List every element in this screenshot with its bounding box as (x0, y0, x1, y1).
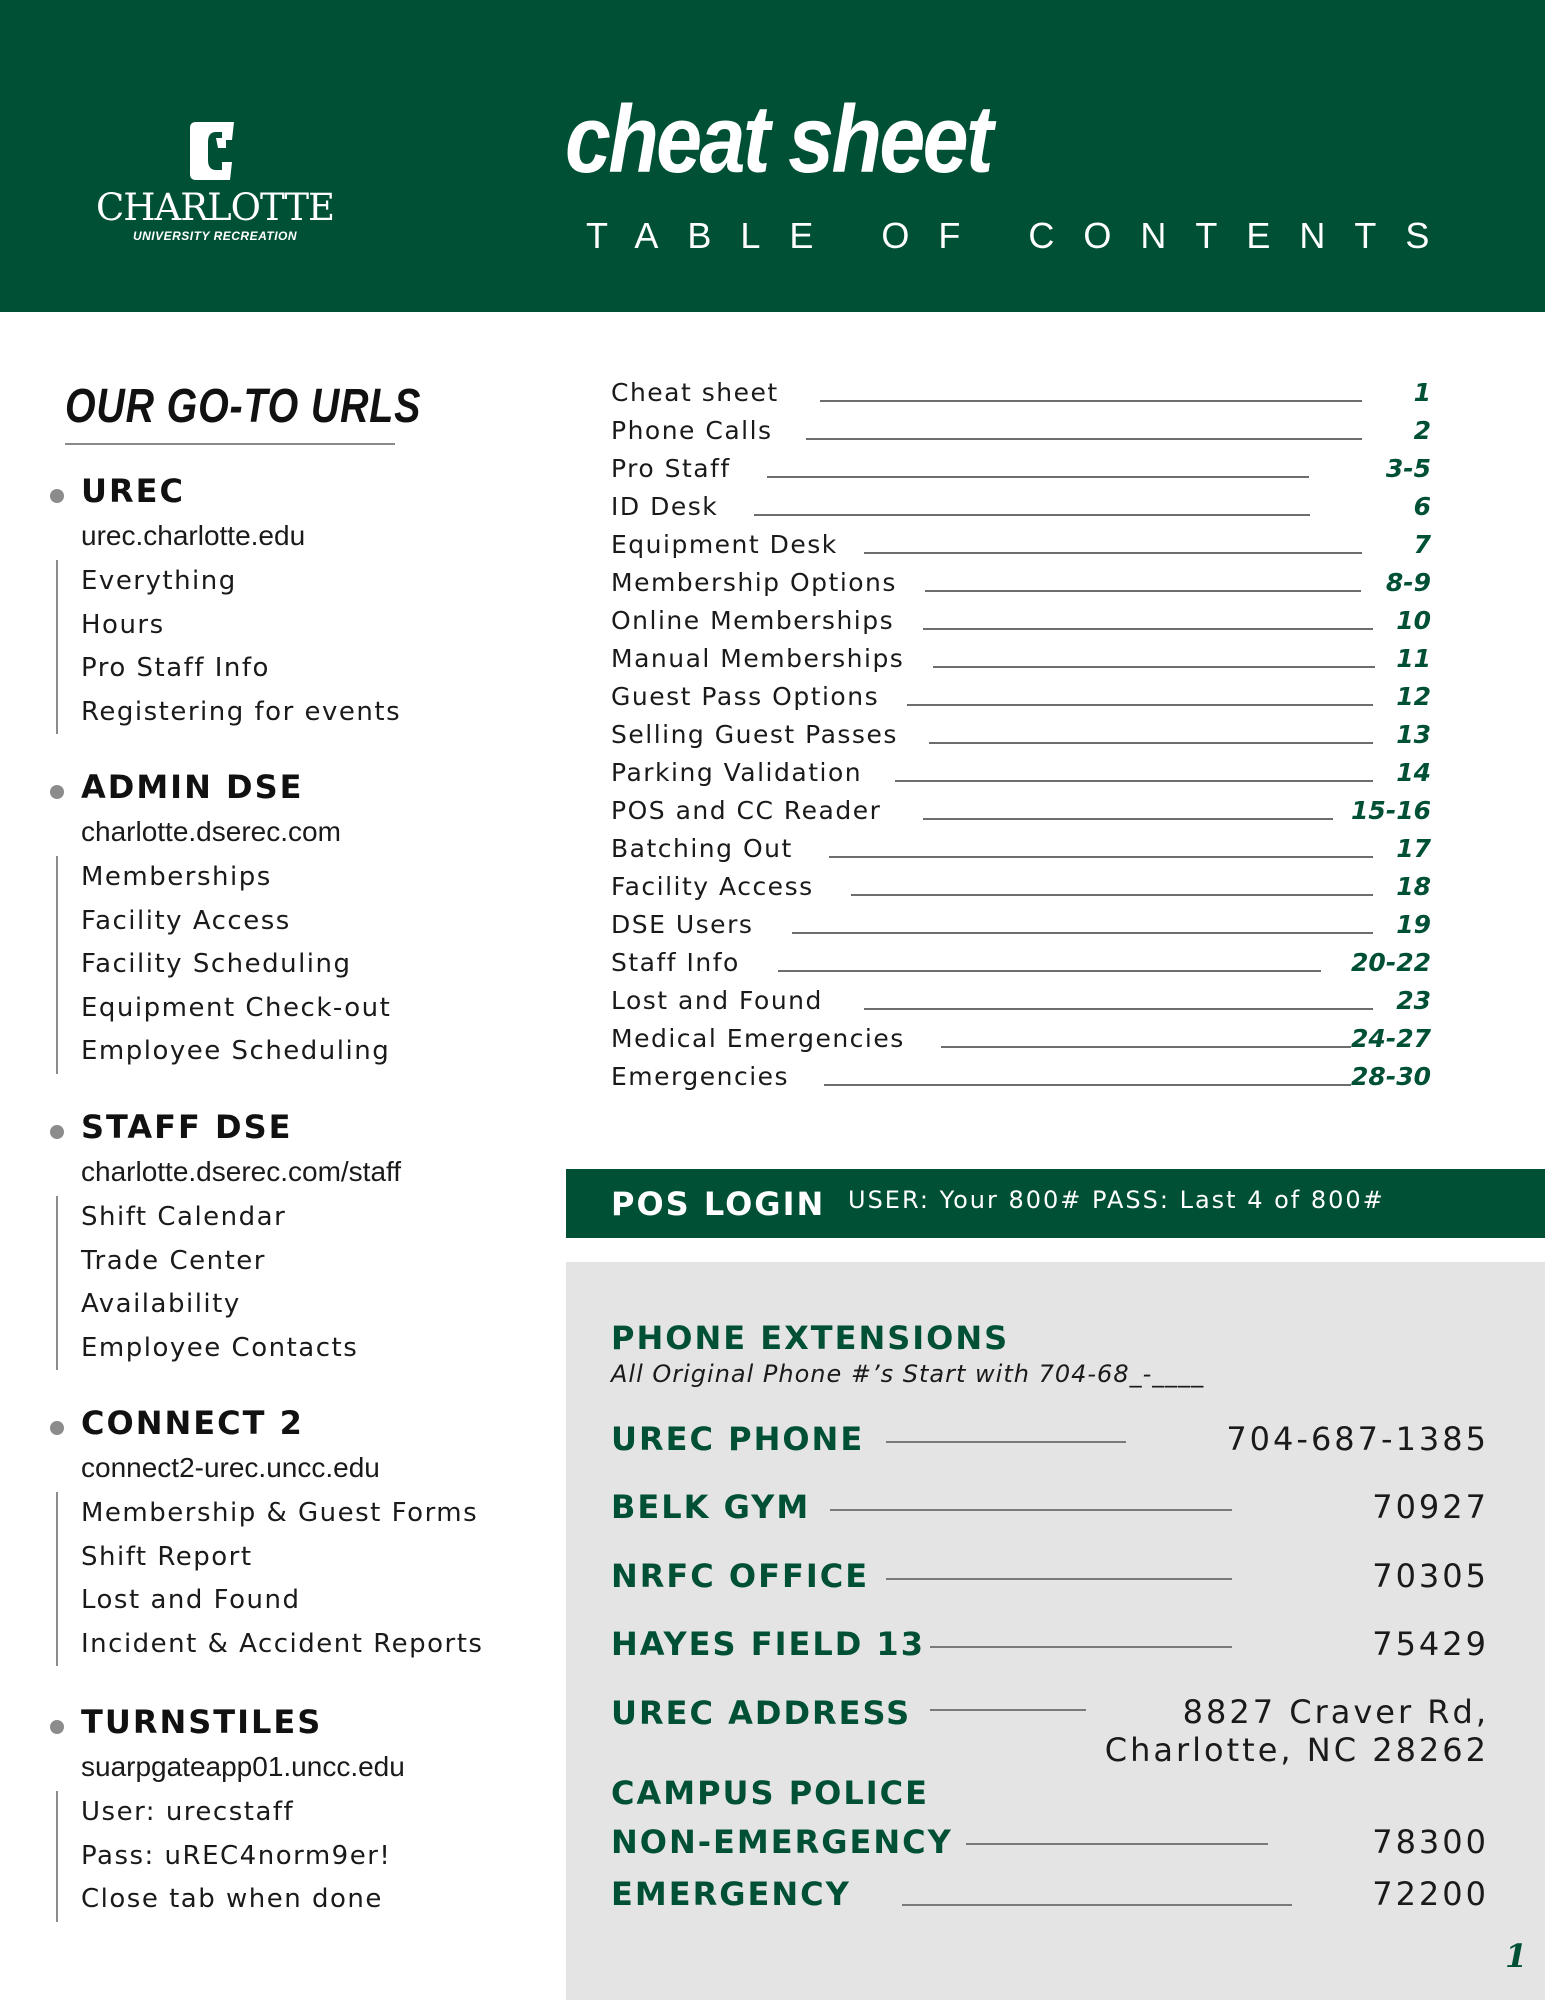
urec-phone-value: 704-687-1385 (1226, 1420, 1489, 1458)
toc-leader-line (851, 894, 1373, 896)
url-group-items (56, 856, 391, 1074)
toc-page-number: 2 (1413, 416, 1431, 445)
toc-label: Cheat sheet (611, 378, 779, 407)
toc-row[interactable] (611, 680, 1431, 718)
list-item: User: urecstaff (81, 1797, 295, 1827)
bullet-icon (50, 1125, 64, 1139)
toc-leader-line (792, 932, 1373, 934)
toc-row[interactable] (611, 756, 1431, 794)
logo-wordmark: CHARLOTTE (95, 186, 335, 229)
hayes-field-leader (930, 1646, 1232, 1648)
toc-label: Membership Options (611, 568, 897, 597)
toc-row[interactable] (611, 946, 1431, 984)
toc-page-number: 23 (1396, 986, 1431, 1015)
toc-label: Medical Emergencies (611, 1024, 905, 1053)
toc-leader-line (829, 856, 1373, 858)
url-group-items (56, 1196, 358, 1370)
toc-page-number: 3-5 (1385, 454, 1431, 483)
toc-page-number: 17 (1396, 834, 1431, 863)
belk-gym-value: 70927 (1372, 1488, 1489, 1526)
url-group-items (56, 560, 401, 734)
toc-label: Pro Staff (611, 454, 731, 483)
nrfc-office-leader (886, 1578, 1232, 1580)
page-subtitle: TABLE OF CONTENTS (586, 215, 1459, 256)
list-item: Registering for events (81, 696, 402, 727)
list-item: Membership & Guest Forms (81, 1498, 479, 1528)
toc-leader-line (767, 476, 1309, 478)
phone-extensions-heading: PHONE EXTENSIONS (611, 1319, 1010, 1357)
url-group-title: CONNECT 2 (81, 1404, 304, 1442)
urec-phone-leader (886, 1441, 1126, 1443)
toc-label: ID Desk (611, 492, 719, 521)
pos-login-credentials: USER: Your 800# PASS: Last 4 of 800# (848, 1186, 1385, 1214)
belk-gym-leader (830, 1509, 1232, 1511)
list-item: Close tab when done (81, 1884, 383, 1914)
pos-login-bar (566, 1169, 1545, 1238)
toc-leader-line (778, 970, 1321, 972)
bullet-icon (50, 785, 64, 799)
charlotte-logo (95, 118, 335, 248)
url-group-title: UREC (81, 472, 185, 510)
toc-label: Manual Memberships (611, 644, 905, 673)
url-group-link[interactable]: urec.charlotte.edu (81, 520, 306, 551)
page-title: cheat sheet (565, 86, 991, 193)
url-group-title: ADMIN DSE (81, 768, 304, 806)
toc-label: POS and CC Reader (611, 796, 882, 825)
toc-leader-line (806, 438, 1362, 440)
toc-leader-line (923, 628, 1373, 630)
list-item: Pass: uREC4norm9er! (81, 1840, 392, 1871)
toc-label: Staff Info (611, 948, 740, 977)
list-item: Hours (81, 609, 165, 640)
url-group-title: TURNSTILES (81, 1703, 323, 1741)
toc-leader-line (923, 818, 1333, 820)
toc-leader-line (941, 1046, 1351, 1048)
list-item: Facility Scheduling (81, 949, 352, 979)
toc-page-number: 12 (1396, 682, 1431, 711)
list-item: Employee Contacts (81, 1332, 359, 1363)
toc-row[interactable] (611, 984, 1431, 1022)
urec-address-leader (930, 1709, 1086, 1711)
toc-label: Guest Pass Options (611, 682, 880, 711)
toc-leader-line (929, 742, 1373, 744)
toc-leader-line (895, 780, 1373, 782)
toc-page-number: 6 (1413, 492, 1431, 521)
hayes-field-value: 75429 (1372, 1625, 1489, 1663)
toc-leader-line (933, 666, 1375, 668)
toc-row[interactable] (611, 832, 1431, 870)
toc-page-number: 19 (1396, 910, 1431, 939)
toc-leader-line (907, 704, 1373, 706)
toc-page-number: 10 (1396, 606, 1431, 635)
toc-row[interactable] (611, 490, 1431, 528)
toc-label: Equipment Desk (611, 530, 838, 559)
urec-address-label: UREC ADDRESS (611, 1694, 912, 1732)
emergency-label: EMERGENCY (611, 1875, 851, 1913)
urls-heading-rule (65, 443, 395, 445)
list-item: Everything (81, 566, 237, 596)
url-group-title: STAFF DSE (81, 1108, 293, 1146)
urec-phone-label: UREC PHONE (611, 1420, 865, 1458)
toc-row[interactable] (611, 794, 1431, 832)
toc-page-number: 20-22 (1351, 948, 1431, 977)
toc-leader-line (864, 1008, 1373, 1010)
toc-page-number: 8-9 (1385, 568, 1431, 597)
toc-label: Parking Validation (611, 758, 863, 787)
toc-leader-line (864, 552, 1362, 554)
hayes-field-label: HAYES FIELD 13 (611, 1625, 925, 1663)
toc-row[interactable] (611, 604, 1431, 642)
toc-row[interactable] (611, 718, 1431, 756)
toc-row[interactable] (611, 452, 1431, 490)
list-item: Shift Report (81, 1541, 253, 1572)
toc-row[interactable] (611, 414, 1431, 452)
toc-row[interactable] (611, 376, 1431, 414)
nrfc-office-value: 70305 (1372, 1557, 1489, 1595)
toc-row[interactable] (611, 1022, 1431, 1060)
belk-gym-label: BELK GYM (611, 1488, 811, 1526)
list-item: Availability (81, 1289, 241, 1319)
url-group-link[interactable]: charlotte.dserec.com/staff (81, 1156, 402, 1187)
toc-row[interactable] (611, 528, 1431, 566)
url-group-items (56, 1492, 483, 1666)
toc-row[interactable] (611, 642, 1431, 680)
non-emergency-value: 78300 (1372, 1823, 1489, 1861)
toc-page-number: 28-30 (1351, 1062, 1431, 1091)
toc-page-number: 13 (1396, 720, 1431, 749)
toc-label: Online Memberships (611, 606, 895, 635)
toc-label: Emergencies (611, 1062, 790, 1091)
phone-extensions-panel (566, 1262, 1545, 2000)
toc-leader-line (925, 590, 1361, 592)
list-item: Incident & Accident Reports (81, 1628, 484, 1659)
toc-row[interactable] (611, 870, 1431, 908)
url-group-items (56, 1791, 391, 1922)
list-item: Facility Access (81, 905, 291, 936)
toc-label: Lost and Found (611, 986, 823, 1015)
urls-heading: OUR GO-TO URLS (65, 380, 422, 433)
pos-login-title: POS LOGIN (611, 1185, 826, 1223)
logo-subtitle: UNIVERSITY RECREATION (132, 229, 298, 243)
phone-extensions-note: All Original Phone #’s Start with 704-68_-____ (611, 1360, 1205, 1388)
list-item: Trade Center (81, 1245, 266, 1276)
toc-label: Facility Access (611, 872, 814, 901)
list-item: Memberships (81, 862, 272, 892)
toc-label: Selling Guest Passes (611, 720, 898, 749)
toc-label: DSE Users (611, 910, 754, 939)
toc-page-number: 7 (1413, 530, 1431, 559)
header-banner (0, 0, 1545, 312)
toc-leader-line (824, 1084, 1351, 1086)
emergency-value: 72200 (1372, 1875, 1489, 1913)
url-group-link[interactable]: suarpgateapp01.uncc.edu (81, 1751, 405, 1782)
toc-row[interactable] (611, 566, 1431, 604)
url-group-link[interactable]: charlotte.dserec.com (81, 816, 341, 847)
list-item: Lost and Found (81, 1585, 301, 1615)
toc-page-number: 14 (1396, 758, 1431, 787)
toc-label: Batching Out (611, 834, 793, 863)
bullet-icon (50, 1421, 64, 1435)
toc-row[interactable] (611, 908, 1431, 946)
bullet-icon (50, 489, 64, 503)
toc-page-number: 24-27 (1351, 1024, 1431, 1053)
non-emergency-label: NON-EMERGENCY (611, 1823, 953, 1861)
toc-label: Phone Calls (611, 416, 773, 445)
toc-page-number: 1 (1413, 378, 1431, 407)
non-emergency-leader (966, 1843, 1268, 1845)
bullet-icon (50, 1720, 64, 1734)
list-item: Employee Scheduling (81, 1036, 391, 1066)
charlotte-c-logo-icon (188, 118, 242, 184)
urec-address-line1: 8827 Craver Rd, (1182, 1693, 1489, 1731)
toc-leader-line (754, 514, 1310, 516)
toc-page-number: 15-16 (1351, 796, 1431, 825)
url-group-link[interactable]: connect2-urec.uncc.edu (81, 1452, 380, 1483)
toc-row[interactable] (611, 1060, 1431, 1098)
urec-address-line2: Charlotte, NC 28262 (1104, 1731, 1489, 1769)
table-of-contents (611, 376, 1431, 1098)
toc-page-number: 11 (1396, 644, 1431, 673)
campus-police-label: CAMPUS POLICE (611, 1774, 930, 1812)
toc-page-number: 18 (1396, 872, 1431, 901)
list-item: Pro Staff Info (81, 653, 270, 683)
list-item: Shift Calendar (81, 1202, 287, 1232)
nrfc-office-label: NRFC OFFICE (611, 1557, 870, 1595)
list-item: Equipment Check-out (81, 992, 392, 1023)
emergency-leader (902, 1904, 1292, 1906)
toc-leader-line (820, 400, 1362, 402)
page-number: 1 (1505, 1937, 1528, 1975)
